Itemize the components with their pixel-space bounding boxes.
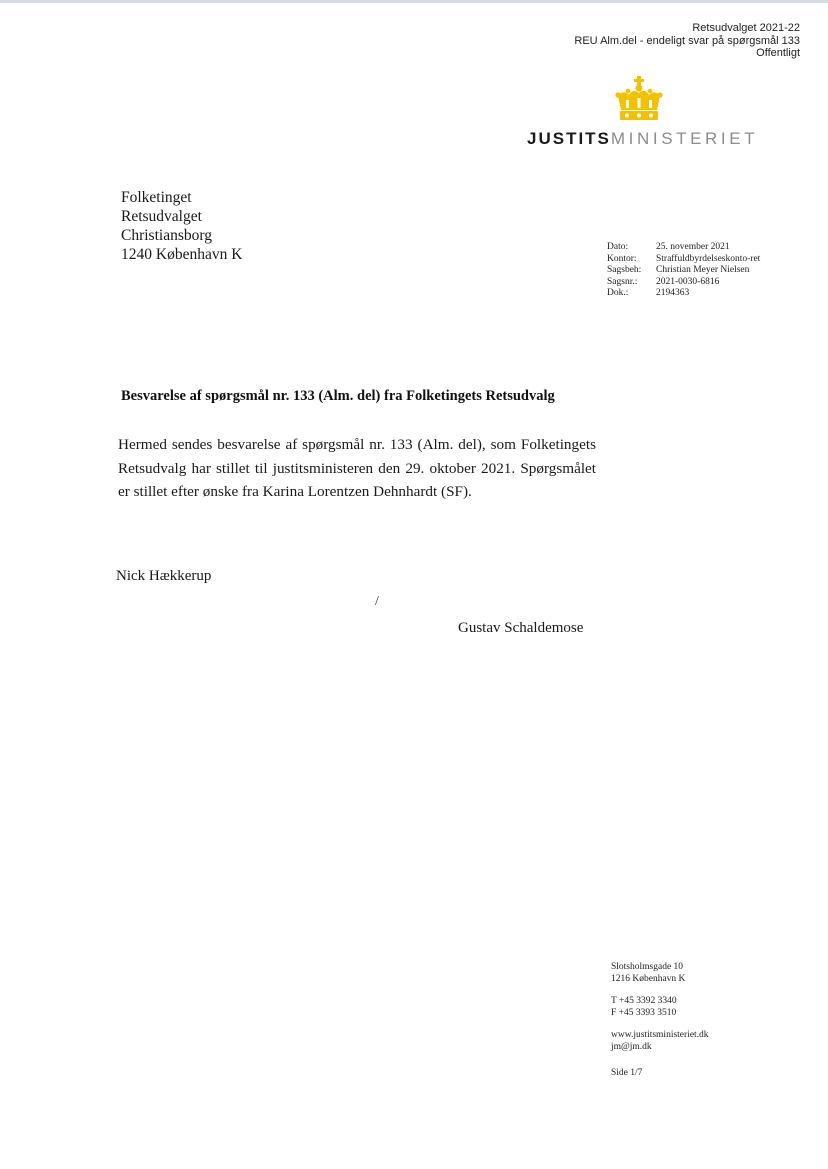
page-number: Side 1/7 bbox=[611, 1068, 643, 1078]
footer-city: 1216 København K bbox=[611, 974, 686, 984]
header-reference: REU Alm.del - endeligt svar på spørgsmål 133 bbox=[574, 34, 800, 47]
footer-website: www.justitsministeriet.dk bbox=[611, 1030, 709, 1040]
meta-value: 2021-0030-6816 bbox=[656, 276, 720, 287]
meta-label: Sagsbeh: bbox=[607, 265, 642, 275]
recipient-line: 1240 København K bbox=[121, 246, 243, 263]
meta-row-caseworker bbox=[607, 265, 766, 277]
meta-row-office bbox=[607, 254, 766, 266]
logo-text-ministeriet: MINISTERIET bbox=[610, 129, 759, 148]
top-edge bbox=[0, 0, 828, 3]
meta-value: Straffuldbyrdelseskonto-ret bbox=[656, 253, 761, 264]
ministry-logo bbox=[527, 129, 758, 149]
footer-email: jm@jm.dk bbox=[611, 1042, 652, 1052]
meta-label: Dok.: bbox=[607, 288, 629, 298]
signature-separator: / bbox=[375, 594, 379, 609]
meta-value: 25. november 2021 bbox=[656, 242, 730, 252]
crown-icon bbox=[612, 76, 666, 122]
meta-value: 2194363 bbox=[656, 288, 690, 298]
header-visibility: Offentligt bbox=[756, 47, 800, 59]
meta-label: Dato: bbox=[607, 242, 629, 252]
letter-body: Hermed sendes besvarelse af spørgsmål nr. 133 (Alm. del), som Folketingets Retsudvalg har stillet til justitsministeren den 29. oktober 2021. Spørgsmålet er stillet efter ønske fra Karina Lorentzen Dehnhardt (SF). bbox=[118, 436, 596, 500]
meta-label: Kontor: bbox=[607, 253, 637, 264]
recipient-line: Retsudvalget bbox=[121, 208, 202, 225]
footer-fax: F +45 3393 3510 bbox=[611, 1008, 677, 1018]
case-metadata bbox=[607, 242, 766, 300]
meta-row-date bbox=[607, 242, 766, 254]
footer-street: Slotsholmsgade 10 bbox=[611, 962, 684, 972]
recipient-line: Folketinget bbox=[121, 189, 192, 206]
signature-minister: Nick Hækkerup bbox=[116, 568, 212, 584]
meta-row-document bbox=[607, 288, 766, 300]
meta-label: Sagsnr.: bbox=[607, 276, 638, 287]
ministry-contact-footer bbox=[611, 961, 709, 1079]
header-committee: Retsudvalget 2021-22 bbox=[692, 22, 800, 34]
letter-subject: Besvarelse af spørgsmål nr. 133 (Alm. del) fra Folketingets Retsudvalg bbox=[121, 388, 555, 404]
meta-value: Christian Meyer Nielsen bbox=[656, 265, 750, 275]
meta-row-case-number bbox=[607, 277, 766, 289]
logo-text-justits: JUSTITS bbox=[527, 129, 611, 148]
recipient-line: Christiansborg bbox=[121, 227, 212, 244]
recipient-address bbox=[121, 188, 242, 264]
document-header-tag bbox=[400, 22, 800, 60]
footer-phone: T +45 3392 3340 bbox=[611, 996, 677, 1006]
signature-official: Gustav Schaldemose bbox=[458, 620, 584, 636]
